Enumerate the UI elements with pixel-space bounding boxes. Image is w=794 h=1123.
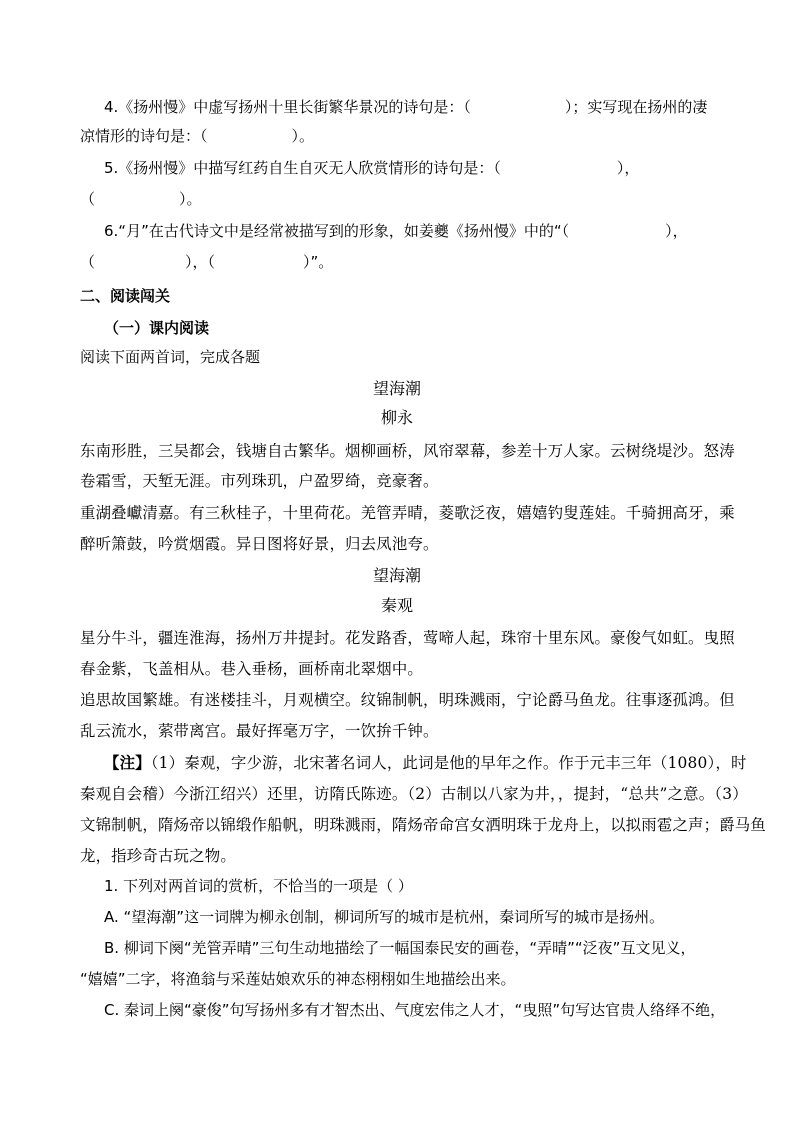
question-6-line-1: 6.“月”在古代诗文中是经常被描写到的形象，如姜夔《扬州慢》中的“（ ）， — [104, 222, 688, 240]
question-4-line-1: 4.《扬州慢》中虚写扬州十里长街繁华景况的诗句是：（ ）；实写现在扬州的凄 — [104, 98, 708, 116]
option-a[interactable]: A. “望海潮”这一词牌为柳永创制，柳词所写的城市是杭州，秦词所写的城市是扬州。 — [104, 908, 665, 926]
poem-1-line: 醉听箫鼓，吟赏烟霞。异日图将好景，归去凤池夸。 — [80, 535, 439, 553]
option-c[interactable]: C. 秦词上阕“豪俊”句写扬州多有才智杰出、气度宏伟之人才，“曳照”句写达官贵人络绎不绝， — [104, 1001, 726, 1019]
poem-2-title: 望海潮 — [372, 566, 421, 585]
poem-1-author: 柳永 — [380, 408, 413, 427]
poem-2-line: 追思故国繁雄。有迷楼挂斗，月观横空。纹锦制帆，明珠溅雨，宁论爵马鱼龙。往事逐孤鸿。但 — [80, 691, 735, 709]
poem-2-author: 秦观 — [380, 596, 413, 615]
poem-1-title: 望海潮 — [372, 379, 421, 398]
option-b[interactable]: B. 柳词下阕“羌管弄晴”三句生动地描绘了一幅国泰民安的画卷，“弄晴”“泛夜”互文见义， — [104, 939, 696, 957]
note-line: 【注】（1）秦观，字少游，北宋著名词人，此词是他的早年之作。作于元丰三年（1080），时 — [104, 754, 747, 772]
question-4-line-2: 凉情形的诗句是：（ ）。 — [80, 127, 315, 145]
poem-2-line: 星分牛斗，疆连淮海，扬州万井提封。花发路香，莺啼人起，珠帘十里东风。豪俊气如虹。曳照 — [80, 629, 735, 647]
question-5-line-2: （ ）。 — [80, 190, 202, 208]
poem-2-line: 乱云流水，萦带离宫。最好挥毫万字，一饮拚千钟。 — [80, 722, 439, 740]
section-subheading: （一）课内阅读 — [104, 319, 210, 337]
note-line: 秦观自会稽）今浙江绍兴）还里，访隋氏陈迹。（2）古制以八家为井，，提封，“总共”之意。（3） — [80, 785, 748, 803]
question-1-stem: 1. 下列对两首词的赏析，不恰当的一项是（ ） — [104, 877, 413, 895]
poem-2-line: 春金紫，飞盖相从。巷入垂杨，画桥南北翠烟中。 — [80, 660, 423, 678]
option-b-continued: “嬉嬉”二字，将渔翁与采莲姑娘欢乐的神态栩栩如生地描绘出来。 — [80, 970, 516, 988]
poem-1-line: 卷霜雪，天堑无涯。市列珠玑，户盈罗绮，竞豪奢。 — [80, 472, 439, 490]
question-5-line-1: 5.《扬州慢》中描写红药自生自灭无人欣赏情形的诗句是：（ ）， — [104, 159, 640, 177]
note-line: 文锦制帆，隋炀帝以锦缎作船帆，明珠溅雨，隋炀帝命宫女洒明珠于龙舟上，以拟雨雹之声；爵马鱼 — [80, 816, 766, 834]
question-6-line-2: （ ），（ ）”。 — [80, 253, 334, 271]
note-line: 龙，指珍奇古玩之物。 — [80, 847, 236, 865]
note-label: 【注】 — [104, 754, 151, 772]
section-heading: 二、阅读闯关 — [80, 287, 171, 305]
poem-1-line: 东南形胜，三吴都会，钱塘自古繁华。烟柳画桥，风帘翠幕，参差十万人家。云树绕堤沙。怒涛 — [80, 442, 735, 460]
reading-instruction: 阅读下面两首词，完成各题 — [80, 348, 261, 366]
poem-1-line: 重湖叠巘清嘉。有三秋桂子，十里荷花。羌管弄晴，菱歌泛夜，嬉嬉钓叟莲娃。千骑拥高牙，乘 — [80, 504, 735, 522]
